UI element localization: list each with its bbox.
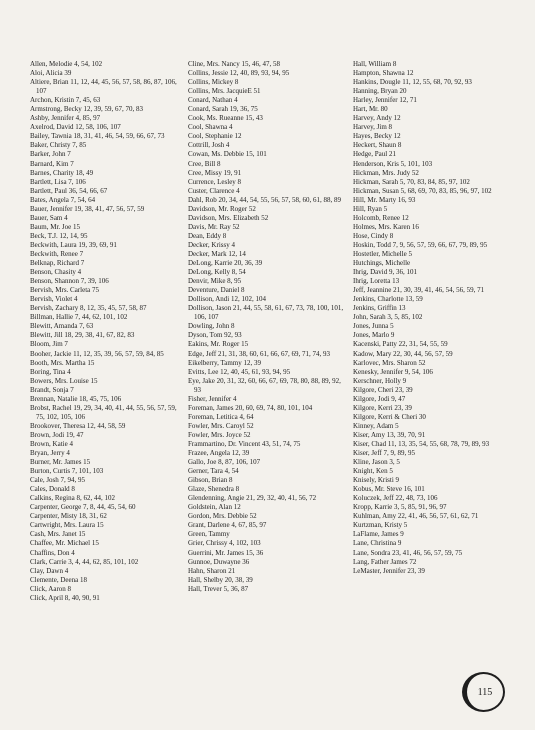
index-entry: Conard, Sarah 19, 36, 75 — [188, 105, 258, 114]
index-entry: Calkins, Regina 8, 62, 44, 102 — [30, 494, 115, 503]
index-entry: Beck, T.J. 12, 14, 95 — [30, 231, 88, 240]
index-entry: Koluczek, Jeff 22, 48, 73, 106 — [353, 494, 438, 503]
index-entry: Billman, Hallie 7, 44, 62, 101, 102 — [30, 313, 128, 322]
index-entry: DeLong, Kelly 8, 54 — [188, 268, 246, 277]
index-entry: Cool, Stephanie 12 — [188, 132, 242, 141]
index-entry: Kerschner, Holly 9 — [353, 376, 407, 385]
index-entry: LaFlame, James 9 — [353, 530, 404, 539]
index-entry: Lang, Father James 72 — [353, 557, 417, 566]
index-entry: Currence, Lesley 8 — [188, 177, 242, 186]
index-entry: Hutchings, Michelle — [353, 259, 411, 268]
index-entry: Kacenski, Patty 22, 31, 54, 55, 59 — [353, 340, 448, 349]
index-entry: Hostetler, Michelle 5 — [353, 249, 413, 258]
index-entry: Clemente, Deena 18 — [30, 575, 87, 584]
index-entry: Knisely, Kristi 9 — [353, 476, 400, 485]
index-entry: Cree, Bill 8 — [188, 159, 221, 168]
index-entry: Foreman, Letitica 4, 64 — [188, 412, 254, 421]
index-entry: Hankins, Dougle 11, 12, 55, 68, 70, 92, 93 — [353, 78, 472, 87]
index-entry: Gordon, Mrs. Debbie 52 — [188, 512, 257, 521]
index-entry: Harvey, Jim 8 — [353, 123, 393, 132]
index-entry: Frammartino, Dr. Vincent 43, 51, 74, 75 — [188, 439, 301, 448]
index-entry: Brennan, Natalie 18, 45, 75, 106 — [30, 394, 122, 403]
index-entry: Collins, Mickey 8 — [188, 78, 239, 87]
index-entry: Kiser, Chad 11, 13, 35, 54, 55, 68, 78, 79, 89, 93 — [353, 439, 490, 448]
index-entry: Denvir, Mike 8, 95 — [188, 277, 242, 286]
index-entry: Boring, Tina 4 — [30, 367, 71, 376]
index-entry: Blewitt, Amanda 7, 63 — [30, 322, 94, 331]
index-entry: DeLong, Karrie 20, 36, 39 — [188, 259, 263, 268]
index-entry: Clark, Carrie 3, 4, 44, 62, 85, 101, 102 — [30, 557, 139, 566]
index-entry: Eakins, Mr. Roger 15 — [188, 340, 249, 349]
index-entry: Allen, Melodie 4, 54, 102 — [30, 60, 103, 68]
index-entry: Heckert, Shaun 8 — [353, 141, 402, 150]
index-entry: Green, Tammy — [188, 530, 230, 539]
index-entry: Aloi, Alicia 39 — [30, 69, 72, 78]
index-entry: Beckwith, Renee 7 — [30, 249, 84, 258]
index-entry: Baum, Mr. Joe 15 — [30, 222, 80, 231]
index-entry: Kadow, Mary 22, 30, 44, 56, 57, 59 — [353, 349, 453, 358]
index-entry: Jones, Junna 5 — [353, 322, 394, 331]
index-entry: Burner, Mr. James 15 — [30, 458, 91, 467]
index-entry: Bauer, Sam 4 — [30, 213, 68, 222]
index-entry: Baker, Christy 7, 85 — [30, 141, 87, 150]
index-entry: Hedge, Paul 21 — [353, 150, 396, 159]
index-entry: Gibson, Brian 8 — [188, 476, 233, 485]
index-column-3 — [353, 60, 513, 576]
index-entry: Kilgore, Cheri 23, 39 — [353, 385, 413, 394]
index-entry: Dollison, Andi 12, 102, 104 — [188, 295, 266, 304]
index-entry: Edge, Jeff 21, 31, 38, 60, 61, 66, 67, 69, 71, 74, 93 — [188, 349, 330, 358]
index-entry: Hall, Trever 5, 36, 87 — [188, 584, 249, 593]
index-entry: Bartlett, Lisa 7, 106 — [30, 177, 86, 186]
index-entry: Jenkins, Charlotte 13, 59 — [353, 295, 423, 304]
index-entry: Holmes, Mrs. Karen 16 — [353, 222, 419, 231]
index-entry: Kiser, Amy 13, 39, 70, 91 — [353, 430, 426, 439]
index-entry: Hose, Cindy 8 — [353, 231, 394, 240]
index-entry: Cartwright, Mrs. Laura 15 — [30, 521, 104, 530]
index-entry: Hoskin, Todd 7, 9, 56, 57, 59, 66, 67, 79, 89, 95 — [353, 240, 488, 249]
index-entry: Kilgore, Jodi 9, 47 — [353, 394, 406, 403]
index-entry: Frazee, Angela 12, 39 — [188, 449, 250, 458]
index-entry: Hayes, Becky 12 — [353, 132, 401, 141]
index-entry: Altiere, Brian 11, 12, 44, 45, 56, 57, 58, 86, 87, 106, 107 — [30, 78, 177, 96]
index-entry: Glaze, Shenedra 8 — [188, 485, 240, 494]
index-entry: Bervish, Violet 4 — [30, 295, 78, 304]
index-entry: Chaffee, Mr. Michael 15 — [30, 539, 99, 548]
index-entry: Hickman, Mrs. Judy 52 — [353, 168, 419, 177]
index-entry: Kinney, Adam 5 — [353, 421, 399, 430]
index-entry: Cook, Ms. Rueanne 15, 43 — [188, 114, 263, 123]
index-entry: Custer, Clarence 4 — [188, 186, 240, 195]
index-entry: Brookover, Theresa 12, 44, 58, 59 — [30, 421, 126, 430]
index-entry: Glendenning, Angie 21, 29, 32, 40, 41, 56, 72 — [188, 494, 317, 503]
index-entry: Dahl, Rob 20, 34, 44, 54, 55, 56, 57, 58, 60, 61, 88, 89 — [188, 195, 342, 204]
index-entry: Kobus, Mr. Steve 16, 101 — [353, 485, 425, 494]
index-entry: Cool, Shawna 4 — [188, 123, 233, 132]
index-entry: LeMaster, Jennifer 23, 39 — [353, 566, 425, 575]
index-entry: Foreman, James 20, 60, 69, 74, 80, 101, 104 — [188, 403, 313, 412]
index-entry: Hahn, Sharon 21 — [188, 566, 236, 575]
index-entry: Fowler, Mrs. Joyce 52 — [188, 430, 251, 439]
index-entry: Cash, Mrs. Janet 15 — [30, 530, 86, 539]
index-entry: Knight, Ken 5 — [353, 467, 393, 476]
index-entry: Cales, Donald 8 — [30, 485, 75, 494]
index-entry: Kuhlman, Amy 22, 41, 46, 56, 57, 61, 62, 71 — [353, 512, 479, 521]
index-entry: Kline, Jason 3, 5 — [353, 458, 400, 467]
index-entry: Dean, Eddy 8 — [188, 231, 227, 240]
index-entry: Hill, Ryan 5 — [353, 204, 388, 213]
index-entry: Kiser, Jeff 7, 9, 89, 95 — [353, 449, 415, 458]
index-entry: Benson, Shannon 7, 39, 106 — [30, 277, 109, 286]
index-entry: Goldstein, Alan 12 — [188, 503, 241, 512]
index-entry: Hart, Mr. 80 — [353, 105, 388, 114]
index-entry: Bervish, Mrs. Carleta 75 — [30, 286, 100, 295]
index-entry: Bowers, Mrs. Louise 15 — [30, 376, 98, 385]
index-entry: Booth, Mrs. Martha 15 — [30, 358, 95, 367]
index-entry: Cottrill, Josh 4 — [188, 141, 230, 150]
index-entry: Eye, Jake 20, 31, 32, 60, 66, 67, 69, 78, 80, 88, 89, 92, 93 — [188, 376, 341, 394]
index-entry: Kilgore, Kerri 23, 39 — [353, 403, 412, 412]
index-entry: Bervish, Zachary 8, 12, 35, 45, 57, 58, 87 — [30, 304, 147, 313]
index-entry: Kenesky, Jennifer 9, 54, 106 — [353, 367, 433, 376]
index-entry: Bartlett, Paul 36, 54, 66, 67 — [30, 186, 108, 195]
index-entry: John, Sarah 3, 5, 85, 102 — [353, 313, 423, 322]
index-entry: Evitts, Lee 12, 40, 45, 61, 93, 94, 95 — [188, 367, 291, 376]
index-entry: Kilgore, Kerri & Cheri 30 — [353, 412, 426, 421]
index-entry: Hickman, Sarah 5, 70, 83, 84, 85, 97, 102 — [353, 177, 470, 186]
index-column-2 — [188, 60, 344, 594]
index-entry: Cline, Mrs. Nancy 15, 46, 47, 58 — [188, 60, 280, 68]
index-entry: Bloom, Jim 7 — [30, 340, 68, 349]
index-entry: Axelrod, David 12, 58, 106, 107 — [30, 123, 121, 132]
index-entry: Benson, Chasity 4 — [30, 268, 82, 277]
index-entry: Fisher, Jennifer 4 — [188, 394, 237, 403]
index-entry: Armstrong, Becky 12, 39, 59, 67, 70, 83 — [30, 105, 143, 114]
index-entry: Dyson, Tom 92, 93 — [188, 331, 242, 340]
index-entry: Cree, Missy 19, 91 — [188, 168, 242, 177]
index-entry: Hampton, Shawna 12 — [353, 69, 414, 78]
index-entry: Carpenter, George 7, 8, 44, 45, 54, 60 — [30, 503, 136, 512]
index-entry: Gerner, Tara 4, 54 — [188, 467, 239, 476]
index-entry: Kurtzman, Kristy 5 — [353, 521, 408, 530]
index-entry: Click, Aaron 8 — [30, 584, 72, 593]
index-entry: Hill, Mr. Marty 16, 93 — [353, 195, 416, 204]
index-entry: Holcomb, Renee 12 — [353, 213, 409, 222]
index-entry: Bauer, Jennifer 19, 38, 41, 47, 56, 57, 59 — [30, 204, 145, 213]
index-entry: Decker, Mark 12, 14 — [188, 249, 246, 258]
index-entry: Chaffins, Don 4 — [30, 548, 75, 557]
index-entry: Collins, Jessie 12, 40, 89, 93, 94, 95 — [188, 69, 290, 78]
index-entry: Dowling, John 8 — [188, 322, 235, 331]
index-entry: Cale, Josh 7, 94, 95 — [30, 476, 86, 485]
index-entry: Bailey, Tawnia 18, 31, 41, 46, 54, 59, 66, 67, 73 — [30, 132, 165, 141]
index-entry: Decker, Krissy 4 — [188, 240, 235, 249]
index-entry: Hall, William 8 — [353, 60, 397, 68]
index-entry: Barker, John 7 — [30, 150, 71, 159]
index-entry: Hall, Shelby 20, 38, 39 — [188, 575, 253, 584]
index-entry: Dollison, Jason 21, 44, 55, 58, 61, 67, 73, 78, 100, 101, 106, 107 — [188, 304, 344, 322]
page-number: 115 — [462, 672, 505, 712]
index-entry: Ihrig, Loretta 13 — [353, 277, 400, 286]
index-entry: Gallo, Joe 8, 87, 106, 107 — [188, 458, 261, 467]
index-entry: Brobst, Rachel 19, 29, 34, 40, 41, 44, 55, 56, 57, 59, 75, 102, 105, 106 — [30, 403, 177, 421]
index-entry: Fowler, Mrs. Caroyl 52 — [188, 421, 254, 430]
index-entry: Lane, Christina 9 — [353, 539, 402, 548]
index-entry: Henderson, Kris 5, 101, 103 — [353, 159, 433, 168]
index-entry: Harvey, Andy 12 — [353, 114, 401, 123]
index-entry: Davidson, Mrs. Elizabeth 52 — [188, 213, 269, 222]
index-entry: Clay, Dawn 4 — [30, 566, 69, 575]
index-entry: Guerrini, Mr. James 15, 36 — [188, 548, 264, 557]
index-entry: Ashby, Jennifer 4, 85, 97 — [30, 114, 101, 123]
index-entry: Blewitt, Jill 18, 29, 38, 41, 67, 82, 83 — [30, 331, 135, 340]
index-entry: Eikelberry, Tammy 12, 39 — [188, 358, 261, 367]
index-entry: Cowan, Ms. Debbie 15, 101 — [188, 150, 267, 159]
index-entry: Archon, Kristin 7, 45, 63 — [30, 96, 101, 105]
index-entry: Grier, Chrissy 4, 102, 103 — [188, 539, 261, 548]
index-entry: Davis, Mr. Ray 52 — [188, 222, 240, 231]
index-entry: Beckwith, Laura 19, 39, 69, 91 — [30, 240, 117, 249]
index-entry: Kropp, Karrie 3, 5, 85, 91, 96, 97 — [353, 503, 447, 512]
index-entry: Jeff, Jeannine 21, 30, 39, 41, 46, 54, 56, 59, 71 — [353, 286, 485, 295]
index-entry: Hanning, Bryan 20 — [353, 87, 407, 96]
index-entry: Brown, Jodi 19, 47 — [30, 430, 84, 439]
index-entry: Grant, Darlene 4, 67, 85, 97 — [188, 521, 267, 530]
index-entry: Hickman, Susan 5, 68, 69, 70, 83, 85, 96, 97, 102 — [353, 186, 492, 195]
index-entry: Bryan, Jerry 4 — [30, 449, 70, 458]
index-entry: Belknap, Richard 7 — [30, 259, 85, 268]
index-entry: Ihrig, David 9, 36, 101 — [353, 268, 417, 277]
index-entry: Click, April 8, 40, 90, 91 — [30, 593, 100, 602]
index-entry: Brandt, Sonja 7 — [30, 385, 74, 394]
index-entry: Brown, Katie 4 — [30, 439, 73, 448]
index-entry: Harley, Jennifer 12, 71 — [353, 96, 417, 105]
index-entry: Booher, Jackie 11, 12, 35, 39, 56, 57, 59, 84, 85 — [30, 349, 164, 358]
index-entry: Jones, Marlo 9 — [353, 331, 395, 340]
index-entry: Conard, Nathan 4 — [188, 96, 238, 105]
index-entry: Bates, Angela 7, 54, 64 — [30, 195, 96, 204]
index-entry: Barnes, Charity 18, 49 — [30, 168, 94, 177]
index-entry: Jenkins, Griffin 13 — [353, 304, 406, 313]
index-entry: Lane, Sondra 23, 41, 46, 56, 57, 59, 75 — [353, 548, 463, 557]
index-entry: Collins, Mrs. JacquieE 51 — [188, 87, 261, 96]
index-entry: Gunnoe, Duwayne 36 — [188, 557, 250, 566]
index-column-1 — [30, 60, 180, 603]
index-entry: Barnard, Kim 7 — [30, 159, 74, 168]
index-entry: Burton, Curtis 7, 101, 103 — [30, 467, 104, 476]
index-entry: Karlovec, Mrs. Sharon 52 — [353, 358, 426, 367]
index-entry: Deventure, Daniel 8 — [188, 286, 245, 295]
index-entry: Carpenter, Misty 18, 31, 62 — [30, 512, 107, 521]
index-entry: Davidson, Mr. Roger 52 — [188, 204, 256, 213]
